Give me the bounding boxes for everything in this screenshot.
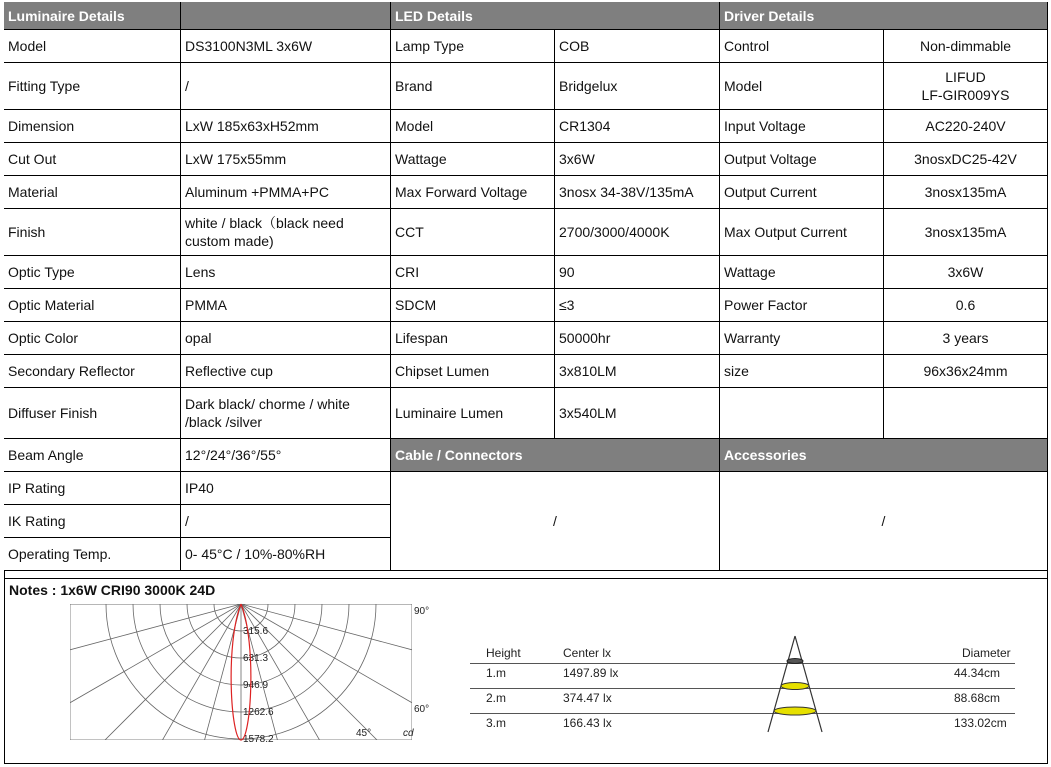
driver-label: Wattage xyxy=(720,256,884,289)
illum-center: 1497.89 lx xyxy=(563,666,619,680)
driver-label: size xyxy=(720,355,884,388)
polar-ring-label: 631.3 xyxy=(243,653,269,664)
luminaire-label: Dimension xyxy=(4,110,181,143)
polar-ring-label: 946.9 xyxy=(243,680,269,691)
illum-center: 374.47 lx xyxy=(563,691,612,705)
polar-spoke xyxy=(185,604,241,750)
led-value: 3x540LM xyxy=(555,388,720,439)
led-value: ≤3 xyxy=(555,289,720,322)
led-value: 3x6W xyxy=(555,143,720,176)
illum-rule xyxy=(470,663,1015,664)
driver-value: 3nosx135mA xyxy=(884,176,1048,209)
polar-angle-label: 45° xyxy=(356,728,372,739)
illum-height: 1.m xyxy=(486,666,507,680)
luminaire-value: LxW 185x63xH52mm xyxy=(181,110,391,143)
luminaire-label: Beam Angle xyxy=(4,439,181,472)
illum-header-height: Height xyxy=(486,646,521,660)
luminaire-label: Optic Material xyxy=(4,289,181,322)
illum-center: 166.43 lx xyxy=(563,716,612,730)
driver-label: Output Voltage xyxy=(720,143,884,176)
driver-value: Non-dimmable xyxy=(884,30,1048,63)
luminaire-value: IP40 xyxy=(181,472,391,505)
led-label: Chipset Lumen xyxy=(391,355,555,388)
light-cone-icon xyxy=(760,634,830,734)
illum-rule xyxy=(470,688,1015,689)
luminaire-value: Reflective cup xyxy=(181,355,391,388)
luminaire-label: Model xyxy=(4,30,181,63)
driver-label: Input Voltage xyxy=(720,110,884,143)
polar-spoke xyxy=(241,604,428,712)
luminaire-label: Material xyxy=(4,176,181,209)
luminaire-label: Fitting Type xyxy=(4,63,181,110)
driver-value: 0.6 xyxy=(884,289,1048,322)
luminaire-label: Secondary Reflector xyxy=(4,355,181,388)
polar-ring-label: 315.6 xyxy=(243,626,269,637)
illum-height: 2.m xyxy=(486,691,507,705)
luminaire-value: white / black（black need custom made) xyxy=(181,209,391,256)
illum-diameter: 44.34cm xyxy=(954,666,1001,680)
luminaire-header-blank xyxy=(181,2,391,30)
driver-header: Driver Details xyxy=(720,2,1048,30)
driver-value: 3nosx135mA xyxy=(884,209,1048,256)
luminaire-label: Cut Out xyxy=(4,143,181,176)
driver-value: LIFUD LF-GIR009YS xyxy=(884,63,1048,110)
luminaire-value: PMMA xyxy=(181,289,391,322)
led-value: 50000hr xyxy=(555,322,720,355)
driver-label: Max Output Current xyxy=(720,209,884,256)
illum-diameter: 88.68cm xyxy=(954,691,1001,705)
illuminance-table xyxy=(470,640,1025,740)
driver-value: AC220-240V xyxy=(884,110,1048,143)
driver-value: 3 years xyxy=(884,322,1048,355)
led-label: Lamp Type xyxy=(391,30,555,63)
led-value: CR1304 xyxy=(555,110,720,143)
luminaire-label: Finish xyxy=(4,209,181,256)
cable-value: / xyxy=(391,472,720,571)
luminaire-value: Dark black/ chorme / white /black /silver xyxy=(181,388,391,439)
luminaire-label: IK Rating xyxy=(4,505,181,538)
luminaire-value: 12°/24°/36°/55° xyxy=(181,439,391,472)
driver-value: 3x6W xyxy=(884,256,1048,289)
led-label: Wattage xyxy=(391,143,555,176)
polar-angle-label: 60° xyxy=(414,704,430,715)
driver-value: 3nosxDC25-42V xyxy=(884,143,1048,176)
illum-height: 3.m xyxy=(486,716,507,730)
luminaire-label: IP Rating xyxy=(4,472,181,505)
accessories-value: / xyxy=(720,472,1048,571)
driver-label: Power Factor xyxy=(720,289,884,322)
led-label: CCT xyxy=(391,209,555,256)
polar-angle-label: 90° xyxy=(414,606,430,617)
polar-ring-label: 1578.2 xyxy=(243,734,274,745)
driver-label: Output Current xyxy=(720,176,884,209)
led-label: CRI xyxy=(391,256,555,289)
polar-spoke xyxy=(60,604,241,712)
luminaire-header: Luminaire Details xyxy=(4,2,181,30)
polar-unit-label: cd xyxy=(403,728,414,739)
illum-header-center: Center lx xyxy=(563,646,612,660)
luminaire-value: / xyxy=(181,505,391,538)
led-label: SDCM xyxy=(391,289,555,322)
luminaire-label: Diffuser Finish xyxy=(4,388,181,439)
led-value: 3nosx 34-38V/135mA xyxy=(555,176,720,209)
luminaire-value: DS3100N3ML 3x6W xyxy=(181,30,391,63)
illum-header-diameter: Diameter xyxy=(962,646,1011,660)
polar-spoke xyxy=(88,604,241,750)
led-label: Max Forward Voltage xyxy=(391,176,555,209)
led-value: 2700/3000/4000K xyxy=(555,209,720,256)
led-value: 3x810LM xyxy=(555,355,720,388)
driver-value: 96x36x24mm xyxy=(884,355,1048,388)
luminaire-value: 0- 45°C / 10%-80%RH xyxy=(181,538,391,571)
luminaire-value: Lens xyxy=(181,256,391,289)
luminaire-value: opal xyxy=(181,322,391,355)
luminaire-label: Operating Temp. xyxy=(4,538,181,571)
led-value: Bridgelux xyxy=(555,63,720,110)
led-value: 90 xyxy=(555,256,720,289)
cable-header: Cable / Connectors xyxy=(391,439,720,472)
luminaire-value: LxW 175x55mm xyxy=(181,143,391,176)
led-header: LED Details xyxy=(391,2,720,30)
accessories-header: Accessories xyxy=(720,439,1048,472)
driver-label: Warranty xyxy=(720,322,884,355)
luminaire-label: Optic Color xyxy=(4,322,181,355)
polar-spoke xyxy=(241,604,440,660)
driver-label: Model xyxy=(720,63,884,110)
luminaire-value: / xyxy=(181,63,391,110)
led-label: Lifespan xyxy=(391,322,555,355)
led-value: COB xyxy=(555,30,720,63)
luminaire-value: Aluminum +PMMA+PC xyxy=(181,176,391,209)
polar-ring-label: 1262.6 xyxy=(243,707,274,718)
driver-label: Control xyxy=(720,30,884,63)
notes-title: Notes : 1x6W CRI90 3000K 24D xyxy=(9,582,216,598)
notes-divider xyxy=(4,578,1048,579)
illum-rule xyxy=(470,713,1015,714)
illum-diameter: 133.02cm xyxy=(954,716,1007,730)
led-label: Brand xyxy=(391,63,555,110)
led-label: Luminaire Lumen xyxy=(391,388,555,439)
driver-label xyxy=(720,388,884,439)
driver-value xyxy=(884,388,1048,439)
led-label: Model xyxy=(391,110,555,143)
polar-diagram xyxy=(60,600,440,750)
luminaire-label: Optic Type xyxy=(4,256,181,289)
